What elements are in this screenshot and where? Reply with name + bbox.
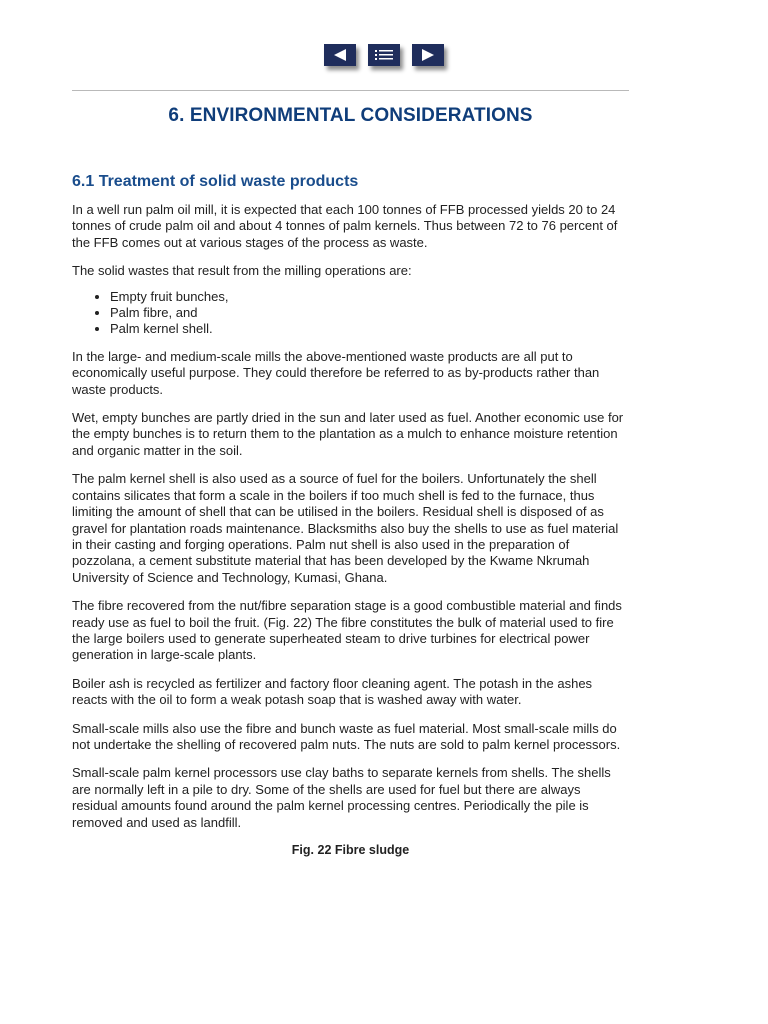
paragraph: Boiler ash is recycled as fertilizer and factory floor cleaning agent. The potash in the ashes reacts with the oil to form a weak potash soap that is washed away with water. — [72, 675, 593, 708]
paragraph: The palm kernel shell is also used as a source of fuel for the boilers. Unfortunately the shell contains silicates that form a scale in the boilers if too much shell is fed to the furnace, thus limiting the amount of shell that can be utilised in the boilers. Residual shell is disposed of as gravel for plantation roads maintenance. Blacksmiths also buy the shells to use as fuel material in their casting and forging operations. Palm nut shell is also used in the preparation of pozzolana, a cement substitute material that has been developed by the Kwame Nkrumah University of Science and Technology, Kumasi, Ghana. — [72, 471, 619, 585]
triangle-right-icon — [420, 48, 436, 62]
navigation-bar — [0, 44, 768, 66]
triangle-left-icon — [332, 48, 348, 62]
next-page-button[interactable] — [412, 44, 444, 66]
figure-caption: Fig. 22 Fibre sludge — [291, 843, 410, 857]
section-title: 6.1 Treatment of solid waste products — [72, 173, 359, 190]
header-divider — [72, 90, 629, 91]
list-item: • Empty fruit bunches, — [110, 289, 629, 305]
paragraph: Wet, empty bunches are partly dried in the sun and later used as fuel. Another economic use for the empty bunches is to return them to the plantation as a mulch to enhance moisture retention and organic matter in the soil. — [72, 410, 624, 458]
document-body — [72, 100, 629, 857]
waste-list — [72, 289, 629, 338]
paragraph: The fibre recovered from the nut/fibre separation stage is a good combustible material and finds ready use as fuel to boil the fruit. (Fig. 22) The fibre constitutes the bulk of material used to fire the large boilers used to generate superheated steam to drive turbines for electrical power generation in large-scale plants. — [72, 598, 622, 663]
list-item: • Palm kernel shell. — [110, 321, 629, 337]
paragraph: In a well run palm oil mill, it is expected that each 100 tonnes of FFB processed yields 20 to 24 tonnes of crude palm oil and about 4 tonnes of palm kernels. Thus between 72 to 76 percent of the FFB comes out at various stages of the process as waste. — [72, 202, 618, 250]
chapter-title: 6. ENVIRONMENTAL CONSIDERATIONS — [168, 105, 533, 126]
table-of-contents-button[interactable] — [368, 44, 400, 66]
paragraph: Small-scale palm kernel processors use clay baths to separate kernels from shells. The shells are normally left in a pile to dry. Some of the shells are used for fuel but there are always residual amounts found around the palm kernel processing centres. Periodically the pile is removed and used as landfill. — [72, 765, 611, 830]
list-icon — [373, 48, 395, 62]
paragraph: The solid wastes that result from the milling operations are: — [72, 263, 412, 279]
paragraph: Small-scale mills also use the fibre and bunch waste as fuel material. Most small-scale mills do not undertake the shelling of recovered palm nuts. The nuts are sold to palm kernel processors. — [72, 720, 621, 752]
paragraph: In the large- and medium-scale mills the above-mentioned waste products are all put to economically useful purpose. They could therefore be referred to as by-products rather than waste products. — [72, 348, 600, 397]
list-item: • Palm fibre, and — [110, 305, 629, 321]
previous-page-button[interactable] — [324, 44, 356, 66]
